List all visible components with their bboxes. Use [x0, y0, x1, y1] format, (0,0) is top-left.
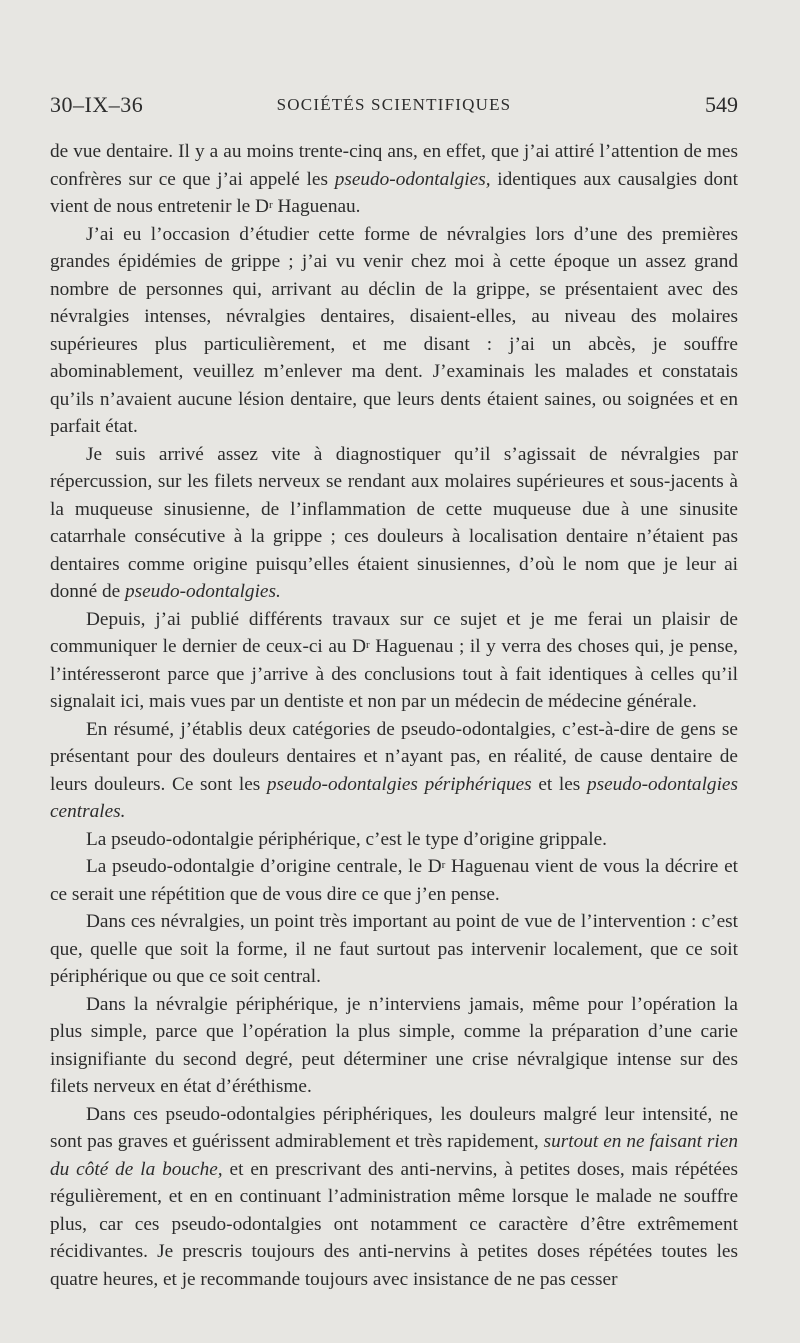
text-run: Dans ces pseudo-odontalgies périphériques, les douleurs malgré leur intensité, ne sont pas graves et guérissent admirablement et très rapidement,: [50, 1103, 738, 1152]
text-run: Je suis arrivé assez vite à diagnostiquer qu’il s’agissait de névralgies par répercussion, sur les filets nerveux se rendant aux molaires supérieures et sous-jacents à la muqueuse sinusienne, de l’inflammation de cette muqueuse due à une sinusite catarrhale consécutive à la grippe ; ces douleurs à localisation dentaire n’étaient pas dentaires comme origine puisqu’elles étaient sinusiennes, d’où le nom que je leur ai donné de: [50, 443, 738, 602]
paragraph: [50, 441, 738, 606]
superscript: r: [269, 199, 273, 211]
header-section-title: SOCIÉTÉS SCIENTIFIQUES: [276, 95, 512, 114]
running-header: [50, 92, 738, 128]
text-run: Haguenau ; il y verra des choses qui, je pense, l’intéresseront parce que j’arrive à des conclusions tout à fait identiques à celles qu’il signalait ici, mais vues par un dentiste et non par un médecin de médecine générale.: [50, 636, 738, 712]
body-text: [50, 138, 738, 1293]
paragraph: [50, 991, 738, 1101]
text-run: En résumé, j’établis deux catégories de pseudo-odontalgies, c’est-à-dire de gens se présentant pour des douleurs dentaires et n’ayant pas, en réalité, de cause dentaire de leurs douleurs. Ce sont les: [50, 718, 738, 795]
text-run: Haguenau.: [272, 196, 361, 217]
paragraph: [50, 716, 738, 826]
paragraph: [50, 221, 738, 441]
text-run: La pseudo-odontalgie d’origine centrale, le D: [86, 856, 442, 877]
italic-text: pseudo-odontalgies,: [334, 168, 491, 190]
superscript: r: [441, 859, 446, 871]
page-number: 549: [705, 92, 738, 117]
text-run: de vue dentaire. Il y a au moins trente-cinq ans, en effet, que j’ai attiré l’attention de mes confrères sur ce que j’ai appelé les: [50, 141, 738, 190]
paragraph: [50, 1101, 738, 1294]
header-date: 30–IX–36: [50, 92, 144, 117]
text-run: Depuis, j’ai publié différents travaux sur ce sujet et je me ferai un plaisir de communiquer le dernier de ceux-ci au D: [50, 608, 738, 657]
paragraph: [50, 138, 738, 221]
italic-text: pseudo-odontalgies centrales.: [50, 773, 738, 822]
paragraph: [50, 853, 738, 908]
paragraph: [50, 606, 738, 716]
italic-text: surtout en ne faisant rien du côté de la bouche,: [50, 1131, 738, 1180]
text-run: Dans la névralgie périphérique, je n’interviens jamais, même pour l’opération la plus simple, parce que l’opération la plus simple, comme la préparation d’une carie insignifiante du second degré, peut déterminer une crise névralgique intense sur des filets nerveux en état d’éréthisme.: [50, 993, 738, 1097]
text-run: identiques aux causalgies dont vient de nous entretenir le D: [50, 168, 739, 217]
paragraph: [50, 826, 738, 854]
text-run: et les: [531, 773, 587, 795]
text-run: Dans ces névralgies, un point très important au point de vue de l’intervention : c’est que, quelle que soit la forme, il ne faut surtout pas intervenir localement, que ce soit périphérique ou que ce soit central.: [50, 911, 738, 987]
text-run: La pseudo-odontalgie périphérique, c’est le type d’origine grippale.: [86, 828, 607, 850]
text-run: et en prescrivant des anti-nervins, à petites doses, mais répétées régulièrement, et en en continuant l’administration même lorsque le malade ne souffre plus, car ces pseudo-odontalgies ont notamment ce caractère d’être extrêmement récidivantes. Je prescris toujours des anti-nervins à petites doses répétées toutes les quatre heures, et je recommande toujours avec insistance de ne pas cesser: [50, 1158, 739, 1290]
text-run: J’ai eu l’occasion d’étudier cette forme de névralgies lors d’une des premières grandes épidémies de grippe ; j’ai vu venir chez moi à cette époque un assez grand nombre de personnes qui, arrivant au déclin de la grippe, se présentaient avec des névralgies intenses, névralgies dentaires, disaient-elles, au niveau des molaires supérieures plus particulièrement, et me disant : j’ai un abcès, je souffre abominablement, veuillez m’enlever ma dent. J’examinais les malades et constatais qu’ils n’avaient aucune lésion dentaire, que leurs dents étaient saines, ou soignées et en parfait état.: [50, 223, 738, 437]
italic-text: pseudo-odontalgies.: [124, 581, 281, 602]
superscript: r: [366, 639, 370, 651]
italic-text: pseudo-odontalgies périphériques: [266, 773, 532, 795]
text-run: Haguenau vient de vous la décrire et ce serait une répétition que de vous dire ce que j’en pense.: [50, 856, 738, 905]
paragraph: [50, 908, 738, 991]
